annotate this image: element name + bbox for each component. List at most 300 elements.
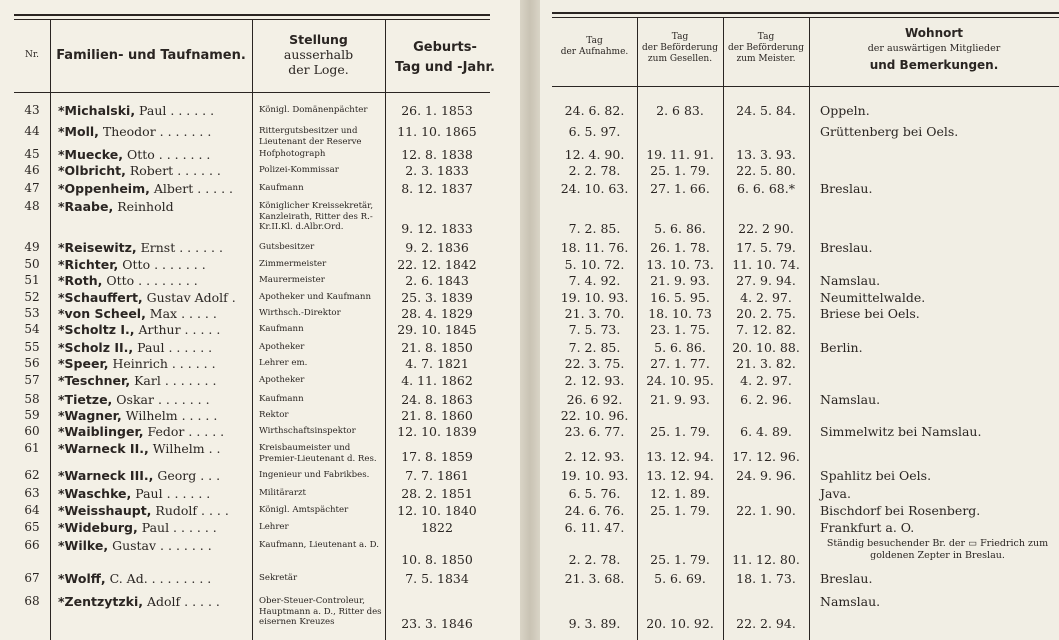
row-aufnahme: 2. 2. 78. — [568, 163, 621, 178]
row-name — [58, 199, 250, 214]
row-nr: 55 — [24, 340, 40, 354]
row-stellung: Kaufmann, Lieutenant a. D. — [259, 540, 379, 550]
row-geburt: 26. 1. 1853 — [401, 103, 473, 118]
header-gesellen-line3: zum Gesellen. — [647, 53, 713, 64]
row-leader-dots: . . . . . — [181, 306, 217, 321]
header-wohnort — [809, 26, 1059, 72]
row-aufnahme: 24. 10. 63. — [560, 181, 629, 196]
row-geburt: 8. 12. 1837 — [401, 181, 473, 196]
row-aufnahme: 7. 2. 85. — [568, 340, 621, 355]
row-wohnort: Namslau. — [820, 392, 881, 407]
row-stellung: Polizei-Kommissar — [259, 165, 339, 175]
row-surname: *Wideburg, — [58, 520, 138, 535]
row-meister: 17. 12. 96. — [732, 449, 800, 464]
row-stellung: Sekretär — [259, 573, 298, 583]
row-meister: 11. 10. 74. — [732, 257, 800, 272]
row-aufnahme: 23. 6. 77. — [564, 424, 625, 439]
row-surname: *Moll, — [58, 124, 99, 139]
row-name — [58, 124, 250, 139]
row-stellung: Gutsbesitzer — [259, 242, 315, 252]
row-meister: 4. 2. 97. — [740, 373, 792, 388]
row-nr: 43 — [24, 103, 40, 117]
row-meister: 11. 12. 80. — [732, 552, 800, 567]
row-name — [58, 356, 250, 371]
row-wohnort: Breslau. — [820, 181, 873, 196]
row-given-name: Ernst — [136, 240, 180, 255]
row-leader-dots: . . . . . . — [173, 520, 217, 535]
header-nr: Nr. — [24, 50, 40, 60]
row-meister: 20. 2. 75. — [736, 306, 796, 321]
row-given-name: Reinhold — [113, 199, 174, 214]
row-nr: 59 — [24, 408, 40, 422]
row-nr: 65 — [24, 520, 40, 534]
row-aufnahme: 22. 3. 75. — [564, 356, 625, 371]
row-given-name: Adolf — [142, 594, 185, 609]
row-stellung: Lehrer em. — [259, 358, 308, 368]
header-geburt — [385, 40, 505, 75]
row-given-name: Heinrich — [108, 356, 172, 371]
header-meister-line2: der Beförderung — [728, 42, 804, 53]
row-gesellen: 12. 1. 89. — [650, 486, 710, 501]
header-gesellen-line2: der Beförderung — [642, 42, 718, 53]
row-nr: 44 — [24, 124, 40, 138]
row-wohnort: Grüttenberg bei Oels. — [820, 124, 959, 139]
row-leader-dots: . . . . . . . — [160, 538, 212, 553]
row-leader-dots: . . . — [200, 468, 221, 483]
row-surname: *Schauffert, — [58, 290, 143, 305]
row-leader-dots: . . . . . — [184, 594, 220, 609]
col-divider — [252, 19, 253, 640]
row-name — [58, 486, 250, 501]
row-meister: 27. 9. 94. — [736, 273, 796, 288]
row-name — [58, 392, 250, 407]
row-name — [58, 441, 250, 456]
row-surname: *Oppenheim, — [58, 181, 150, 196]
row-gesellen: 26. 1. 78. — [650, 240, 710, 255]
row-name — [58, 571, 250, 586]
row-aufnahme: 22. 10. 96. — [560, 408, 629, 423]
row-stellung: Militärarzt — [259, 488, 306, 498]
row-geburt: 12. 8. 1838 — [401, 147, 473, 162]
row-given-name: Robert — [125, 163, 178, 178]
row-gesellen: 25. 1. 79. — [650, 163, 710, 178]
row-geburt: 28. 2. 1851 — [401, 486, 473, 501]
row-gesellen: 5. 6. 86. — [654, 221, 706, 236]
row-stellung: Apotheker und Kaufmann — [259, 292, 371, 302]
header-geburt-line2: Tag und -Jahr. — [395, 59, 495, 75]
row-nr: 45 — [24, 147, 40, 161]
row-leader-dots: . . . . — [201, 503, 229, 518]
row-name — [58, 273, 250, 288]
row-leader-dots: . . . . . . — [166, 486, 211, 501]
row-surname: *Scholtz I., — [58, 322, 135, 337]
header-wohnort-line3: und Bemerkungen. — [869, 57, 999, 72]
row-nr: 62 — [24, 468, 40, 482]
row-aufnahme: 26. 6 92. — [566, 392, 623, 407]
row-wohnort: Breslau. — [820, 571, 873, 586]
row-geburt: 24. 8. 1863 — [401, 392, 473, 407]
row-meister: 24. 5. 84. — [736, 103, 796, 118]
row-surname: *Weisshaupt, — [58, 503, 152, 518]
row-geburt: 23. 3. 1846 — [401, 616, 473, 631]
row-name — [58, 257, 250, 272]
row-surname: *Wagner, — [58, 408, 122, 423]
row-given-name: Gustav — [108, 538, 161, 553]
row-gesellen: 13. 12. 94. — [646, 449, 714, 464]
header-stellung-line3: der Loge. — [288, 62, 349, 77]
row-given-name: Otto — [102, 273, 139, 288]
row-stellung: Kaufmann — [259, 324, 304, 334]
row-gesellen: 5. 6. 86. — [654, 340, 706, 355]
row-geburt: 4. 7. 1821 — [405, 356, 469, 371]
header-aufnahme-line2: der Aufnahme. — [560, 46, 629, 57]
row-wohnort: Oppeln. — [820, 103, 870, 118]
row-meister: 22. 1. 90. — [736, 503, 796, 518]
row-aufnahme: 2. 12. 93. — [564, 373, 625, 388]
row-stellung: Zimmermeister — [259, 259, 327, 269]
row-geburt: 12. 10. 1839 — [397, 424, 477, 439]
row-leader-dots: . . . . . — [184, 322, 221, 337]
row-given-name: Rudolf — [151, 503, 201, 518]
row-nr: 68 — [24, 594, 40, 608]
row-stellung: Königl. Amtspächter — [259, 505, 349, 515]
row-geburt: 9. 12. 1833 — [401, 221, 473, 236]
row-wohnort: Java. — [820, 486, 851, 501]
row-given-name: Paul — [135, 103, 171, 118]
row-leader-dots: . . . . . . — [179, 240, 223, 255]
row-stellung: Königl. Domänenpächter — [259, 105, 368, 115]
row-wohnort: Berlin. — [820, 340, 863, 355]
row-surname: *Teschner, — [58, 373, 131, 388]
row-surname: *Roth, — [58, 273, 103, 288]
row-given-name: Karl — [130, 373, 165, 388]
row-stellung: Rektor — [259, 410, 289, 420]
header-meister-line3: zum Meister. — [736, 53, 796, 64]
row-gesellen: 21. 9. 93. — [650, 392, 710, 407]
header-aufnahme — [552, 36, 637, 58]
row-leader-dots: . . . . . . — [177, 163, 221, 178]
row-wohnort: Neumittelwalde. — [820, 290, 926, 305]
row-stellung: Lehrer — [259, 522, 289, 532]
row-meister: 4. 2. 97. — [740, 290, 792, 305]
row-surname: *Warneck II., — [58, 441, 149, 456]
row-geburt: 12. 10. 1840 — [397, 503, 477, 518]
row-geburt: 28. 4. 1829 — [401, 306, 473, 321]
left-page — [0, 0, 520, 640]
row-aufnahme: 9. 3. 89. — [568, 616, 621, 631]
row-aufnahme: 24. 6. 82. — [564, 103, 625, 118]
row-geburt: 7. 5. 1834 — [405, 571, 469, 586]
row-meister: 7. 12. 82. — [736, 322, 796, 337]
row-given-name: Theodor — [98, 124, 160, 139]
row-wohnort: Namslau. — [820, 594, 881, 609]
row-aufnahme: 18. 11. 76. — [560, 240, 629, 255]
row-meister: 22. 2 90. — [738, 221, 794, 236]
row-name — [58, 240, 250, 255]
row-wohnort: Ständig besuchender Br. der ▭ Friedrich zum goldenen Zepter in Breslau. — [826, 538, 1049, 561]
row-name — [58, 408, 250, 423]
row-gesellen: 5. 6. 69. — [654, 571, 706, 586]
row-stellung: Maurermeister — [259, 275, 325, 285]
row-name — [58, 538, 250, 553]
row-surname: *Waschke, — [58, 486, 132, 501]
row-stellung: Kaufmann — [259, 183, 304, 193]
row-nr: 53 — [24, 306, 40, 320]
row-nr: 67 — [24, 571, 40, 585]
row-wohnort: Spahlitz bei Oels. — [820, 468, 932, 483]
row-stellung: Kaufmann — [259, 394, 304, 404]
row-name — [58, 163, 250, 178]
col-divider — [809, 17, 810, 640]
row-stellung: Königlicher Kreissekretär, Kanzleirath, Ritter des R.-Kr.II.Kl. d.Albr.Ord. — [259, 201, 374, 233]
row-gesellen: 27. 1. 77. — [650, 356, 710, 371]
row-gesellen: 2. 6 83. — [656, 103, 704, 118]
row-given-name: Arthur — [134, 322, 185, 337]
row-given-name: Gustav Adolf — [142, 290, 232, 305]
row-geburt: 29. 10. 1845 — [397, 322, 477, 337]
row-gesellen: 13. 12. 94. — [646, 468, 714, 483]
row-given-name: Wilhelm — [121, 408, 182, 423]
header-aufnahme-line1: Tag — [586, 36, 603, 46]
row-gesellen: 27. 1. 66. — [650, 181, 710, 196]
row-geburt: 17. 8. 1859 — [401, 449, 473, 464]
row-nr: 47 — [24, 181, 40, 195]
row-aufnahme: 7. 4. 92. — [568, 273, 621, 288]
row-wohnort: Namslau. — [820, 273, 881, 288]
row-meister: 18. 1. 73. — [736, 571, 796, 586]
header-gesellen — [637, 32, 723, 64]
row-surname: *Raabe, — [58, 199, 114, 214]
row-given-name: Oskar — [112, 392, 158, 407]
row-gesellen: 21. 9. 93. — [650, 273, 710, 288]
row-name — [58, 147, 250, 162]
row-wohnort: Frankfurt a. O. — [820, 520, 915, 535]
row-leader-dots: . . . . . . — [170, 103, 215, 118]
header-geburt-line1: Geburts- — [413, 40, 477, 55]
row-surname: *Reisewitz, — [58, 240, 137, 255]
top-rule — [552, 12, 1059, 14]
header-meister — [723, 32, 809, 64]
row-geburt: 7. 7. 1861 — [405, 468, 469, 483]
col-divider — [385, 19, 386, 640]
row-surname: *Wilke, — [58, 538, 109, 553]
row-nr: 49 — [24, 240, 40, 254]
row-nr: 54 — [24, 322, 40, 336]
row-aufnahme: 7. 2. 85. — [568, 221, 621, 236]
row-gesellen: 24. 10. 95. — [646, 373, 714, 388]
row-given-name: Max — [145, 306, 182, 321]
row-surname: *Waiblinger, — [58, 424, 144, 439]
row-gesellen: 20. 10. 92. — [646, 616, 714, 631]
row-meister: 24. 9. 96. — [736, 468, 796, 483]
row-name — [58, 424, 250, 439]
row-nr: 58 — [24, 392, 40, 406]
row-meister: 22. 2. 94. — [736, 616, 796, 631]
row-name — [58, 306, 250, 321]
row-leader-dots: . . . . . . — [168, 340, 213, 355]
row-geburt: 1822 — [421, 520, 453, 535]
row-leader-dots: . . . . . — [181, 408, 218, 423]
row-leader-dots: . . . . . . . — [164, 373, 217, 388]
header-rule — [552, 86, 1059, 87]
row-gesellen: 19. 11. 91. — [646, 147, 714, 162]
row-aufnahme: 24. 6. 76. — [564, 503, 625, 518]
row-gesellen: 13. 10. 73. — [646, 257, 714, 272]
row-given-name: Wilhelm — [148, 441, 209, 456]
header-stellung-line2: ausserhalb — [283, 47, 354, 62]
row-aufnahme: 2. 12. 93. — [564, 449, 625, 464]
book-gutter — [520, 0, 540, 640]
row-meister: 20. 10. 88. — [732, 340, 800, 355]
row-nr: 50 — [24, 257, 40, 271]
row-geburt: 10. 8. 1850 — [401, 552, 473, 567]
row-geburt: 21. 8. 1850 — [401, 340, 473, 355]
row-stellung: Apotheker — [259, 375, 305, 385]
row-surname: *Muecke, — [58, 147, 123, 162]
row-name — [58, 468, 250, 483]
row-aufnahme: 12. 4. 90. — [564, 147, 625, 162]
row-geburt: 21. 8. 1860 — [401, 408, 473, 423]
row-surname: *Speer, — [58, 356, 109, 371]
row-geburt: 9. 2. 1836 — [405, 240, 469, 255]
row-stellung: Kreisbaumeister und Premier-Lieutenant d. Res. — [259, 443, 377, 464]
row-surname: *Tietze, — [58, 392, 113, 407]
row-aufnahme: 7. 5. 73. — [568, 322, 621, 337]
row-leader-dots: . . . . . . . — [154, 257, 206, 272]
row-meister: 17. 5. 79. — [736, 240, 796, 255]
row-name — [58, 322, 250, 337]
row-wohnort: Bischdorf bei Rosenberg. — [820, 503, 981, 518]
row-geburt: 22. 12. 1842 — [397, 257, 477, 272]
top-rule-thin — [552, 17, 1059, 18]
row-stellung: Wirthsch.-Direktor — [259, 308, 341, 318]
row-aufnahme: 21. 3. 68. — [564, 571, 625, 586]
row-aufnahme: 19. 10. 93. — [560, 468, 629, 483]
row-nr: 63 — [24, 486, 40, 500]
row-stellung: Ober-Steuer-Controleur, Hauptmann a. D., Ritter des eisernen Kreuzes — [259, 596, 382, 628]
row-leader-dots: . . . . . — [188, 424, 225, 439]
row-geburt: 4. 11. 1862 — [401, 373, 473, 388]
row-leader-dots: . . . . . . . — [157, 392, 210, 407]
row-wohnort: Simmelwitz bei Namslau. — [820, 424, 982, 439]
header-stellung-line1: Stellung — [289, 32, 348, 47]
row-aufnahme: 21. 3. 70. — [564, 306, 625, 321]
row-nr: 66 — [24, 538, 40, 552]
row-surname: *Olbricht, — [58, 163, 126, 178]
row-geburt: 2. 3. 1833 — [405, 163, 469, 178]
row-aufnahme: 5. 10. 72. — [564, 257, 625, 272]
row-meister: 6. 2. 96. — [740, 392, 792, 407]
row-surname: *Michalski, — [58, 103, 136, 118]
row-gesellen: 25. 1. 79. — [650, 503, 710, 518]
row-leader-dots: . . . . . . . . — [151, 571, 212, 586]
header-meister-line1: Tag — [757, 32, 775, 42]
row-name — [58, 103, 250, 118]
row-name — [58, 520, 250, 535]
row-aufnahme: 19. 10. 93. — [560, 290, 629, 305]
row-given-name: C. Ad. — [105, 571, 152, 586]
row-name — [58, 181, 250, 196]
row-geburt: 25. 3. 1839 — [401, 290, 473, 305]
row-surname: *Richter, — [58, 257, 119, 272]
row-nr: 61 — [24, 441, 40, 455]
row-given-name: Albert — [149, 181, 198, 196]
row-stellung: Hofphotograph — [259, 149, 326, 159]
row-gesellen: 18. 10. 73 — [648, 306, 712, 321]
row-geburt: 11. 10. 1865 — [397, 124, 477, 139]
row-leader-dots: . . . . . — [197, 181, 234, 196]
row-wohnort: Breslau. — [820, 240, 873, 255]
row-aufnahme: 6. 5. 76. — [568, 486, 621, 501]
row-meister: 6. 6. 68.* — [737, 181, 795, 196]
row-nr: 56 — [24, 356, 40, 370]
header-gesellen-line1: Tag — [671, 32, 689, 42]
row-given-name: Fedor — [143, 424, 189, 439]
row-name — [58, 340, 250, 355]
row-given-name: Paul — [137, 520, 174, 535]
row-name — [58, 594, 250, 609]
row-meister: 22. 5. 80. — [736, 163, 796, 178]
row-leader-dots: . . . . . . — [171, 356, 216, 371]
right-page — [540, 0, 1059, 640]
row-meister: 13. 3. 93. — [736, 147, 796, 162]
row-nr: 52 — [24, 290, 40, 304]
row-surname: *Zentzytzki, — [58, 594, 143, 609]
row-leader-dots: . . . . . . . — [158, 147, 211, 162]
row-gesellen: 25. 1. 79. — [650, 552, 710, 567]
header-stellung — [252, 32, 385, 77]
row-gesellen: 25. 1. 79. — [650, 424, 710, 439]
row-given-name: Paul — [131, 486, 167, 501]
row-leader-dots: . . — [208, 441, 221, 456]
row-surname: *Warneck III., — [58, 468, 154, 483]
header-wohnort-line2: der auswärtigen Mitglieder — [867, 43, 1001, 55]
row-name — [58, 503, 250, 518]
row-surname: *von Scheel, — [58, 306, 146, 321]
row-surname: *Wolff, — [58, 571, 106, 586]
row-gesellen: 23. 1. 75. — [650, 322, 710, 337]
header-name: Familien- und Taufnamen. — [56, 48, 246, 63]
row-geburt: 2. 6. 1843 — [405, 273, 469, 288]
row-given-name: Otto — [122, 147, 159, 162]
row-given-name: Paul — [133, 340, 169, 355]
row-wohnort: Briese bei Oels. — [820, 306, 920, 321]
row-given-name: Otto — [118, 257, 155, 272]
row-aufnahme: 6. 5. 97. — [568, 124, 621, 139]
row-aufnahme: 2. 2. 78. — [568, 552, 621, 567]
row-stellung: Wirthschaftsinspektor — [259, 426, 356, 436]
row-stellung: Ingenieur und Fabrikbes. — [259, 470, 370, 480]
row-nr: 48 — [24, 199, 40, 213]
row-nr: 57 — [24, 373, 40, 387]
row-nr: 46 — [24, 163, 40, 177]
row-stellung: Apotheker — [259, 342, 305, 352]
top-rule — [14, 14, 490, 16]
row-gesellen: 16. 5. 95. — [650, 290, 710, 305]
row-leader-dots: . . . . . . . . — [138, 273, 198, 288]
row-aufnahme: 6. 11. 47. — [564, 520, 625, 535]
row-name — [58, 373, 250, 388]
header-wohnort-line1: Wohnort — [904, 26, 964, 40]
row-nr: 51 — [24, 273, 40, 287]
row-nr: 64 — [24, 503, 40, 517]
row-given-name: Georg — [153, 468, 201, 483]
row-meister: 21. 3. 82. — [736, 356, 796, 371]
row-name — [58, 290, 250, 305]
row-meister: 6. 4. 89. — [740, 424, 792, 439]
row-leader-dots: . — [231, 290, 236, 305]
row-leader-dots: . . . . . . . — [159, 124, 212, 139]
